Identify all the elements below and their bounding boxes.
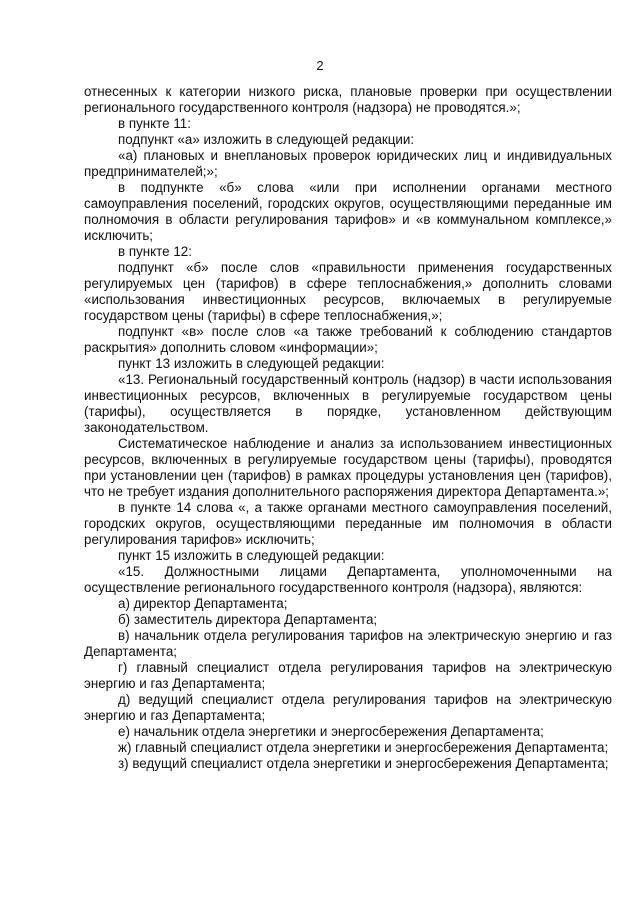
paragraph: подпункт «б» после слов «правильности применения государственных регулируемых цен (тарифов) в сфере теплоснабжения,» дополнить словами «использования инвестиционных ресурсов, включаемых в регулируемые государством цены (тарифы) в сфере теплоснабжения,»; — [84, 260, 612, 323]
paragraph: в пункте 12: — [118, 244, 192, 259]
paragraph: отнесенных к категории низкого риска, плановые проверки при осуществлении регионального государственного контроля (надзора) не проводятся.»; — [84, 84, 612, 115]
paragraph: Систематическое наблюдение и анализ за использованием инвестиционных ресурсов, включенных в регулируемые государством цены (тарифы), проводятся при установлении цен (тарифов) в рамках процедуры установления цен (тарифов), что не требует издания дополнительного распоряжения директора Департамента.»; — [84, 436, 612, 499]
list-item: з) ведущий специалист отдела энергетики и энергосбережения Департамента; — [118, 756, 609, 771]
paragraph: в пункте 14 слова «, а также органами местного самоуправления поселений, городских округов, осуществляющими переданные им полномочия в области регулирования тарифов» исключить; — [84, 500, 612, 547]
paragraph: «13. Региональный государственный контроль (надзор) в части использования инвестиционных ресурсов, включенных в регулируемые государством цены (тарифы), осуществляется в порядке, установленном действующим законодательством. — [84, 372, 612, 435]
list-item: ж) главный специалист отдела энергетики и энергосбережения Департамента; — [118, 740, 609, 755]
list-item: е) начальник отдела энергетики и энергосбережения Департамента; — [118, 724, 544, 739]
paragraph: «15. Должностными лицами Департамента, уполномоченными на осуществление регионального государственного контроля (надзора), являются: — [84, 564, 612, 595]
document-body — [84, 84, 612, 772]
list-item: д) ведущий специалист отдела регулирования тарифов на электрическую энергию и газ Департамента; — [84, 692, 612, 723]
list-item: г) главный специалист отдела регулирования тарифов на электрическую энергию и газ Департамента; — [84, 660, 612, 691]
paragraph: «а) плановых и внеплановых проверок юридических лиц и индивидуальных предпринимателей;»; — [84, 148, 612, 179]
paragraph: подпункт «а» изложить в следующей редакции: — [118, 132, 415, 147]
list-item: б) заместитель директора Департамента; — [118, 612, 378, 627]
paragraph: в пункте 11: — [118, 116, 191, 131]
paragraph: в подпункте «б» слова «или при исполнении органами местного самоуправления поселений, городских округов, осуществляющими переданные им полномочия в области регулирования тарифов» и «в коммунальном комплексе,» исключить; — [84, 180, 612, 243]
list-item: в) начальник отдела регулирования тарифов на электрическую энергию и газ Департамента; — [84, 628, 612, 659]
paragraph: пункт 13 изложить в следующей редакции: — [118, 356, 385, 371]
list-item: а) директор Департамента; — [118, 596, 288, 611]
paragraph: подпункт «в» после слов «а также требований к соблюдению стандартов раскрытия» дополнить словом «информации»; — [84, 324, 612, 355]
page-number: 2 — [316, 58, 324, 73]
paragraph: пункт 15 изложить в следующей редакции: — [118, 548, 385, 563]
